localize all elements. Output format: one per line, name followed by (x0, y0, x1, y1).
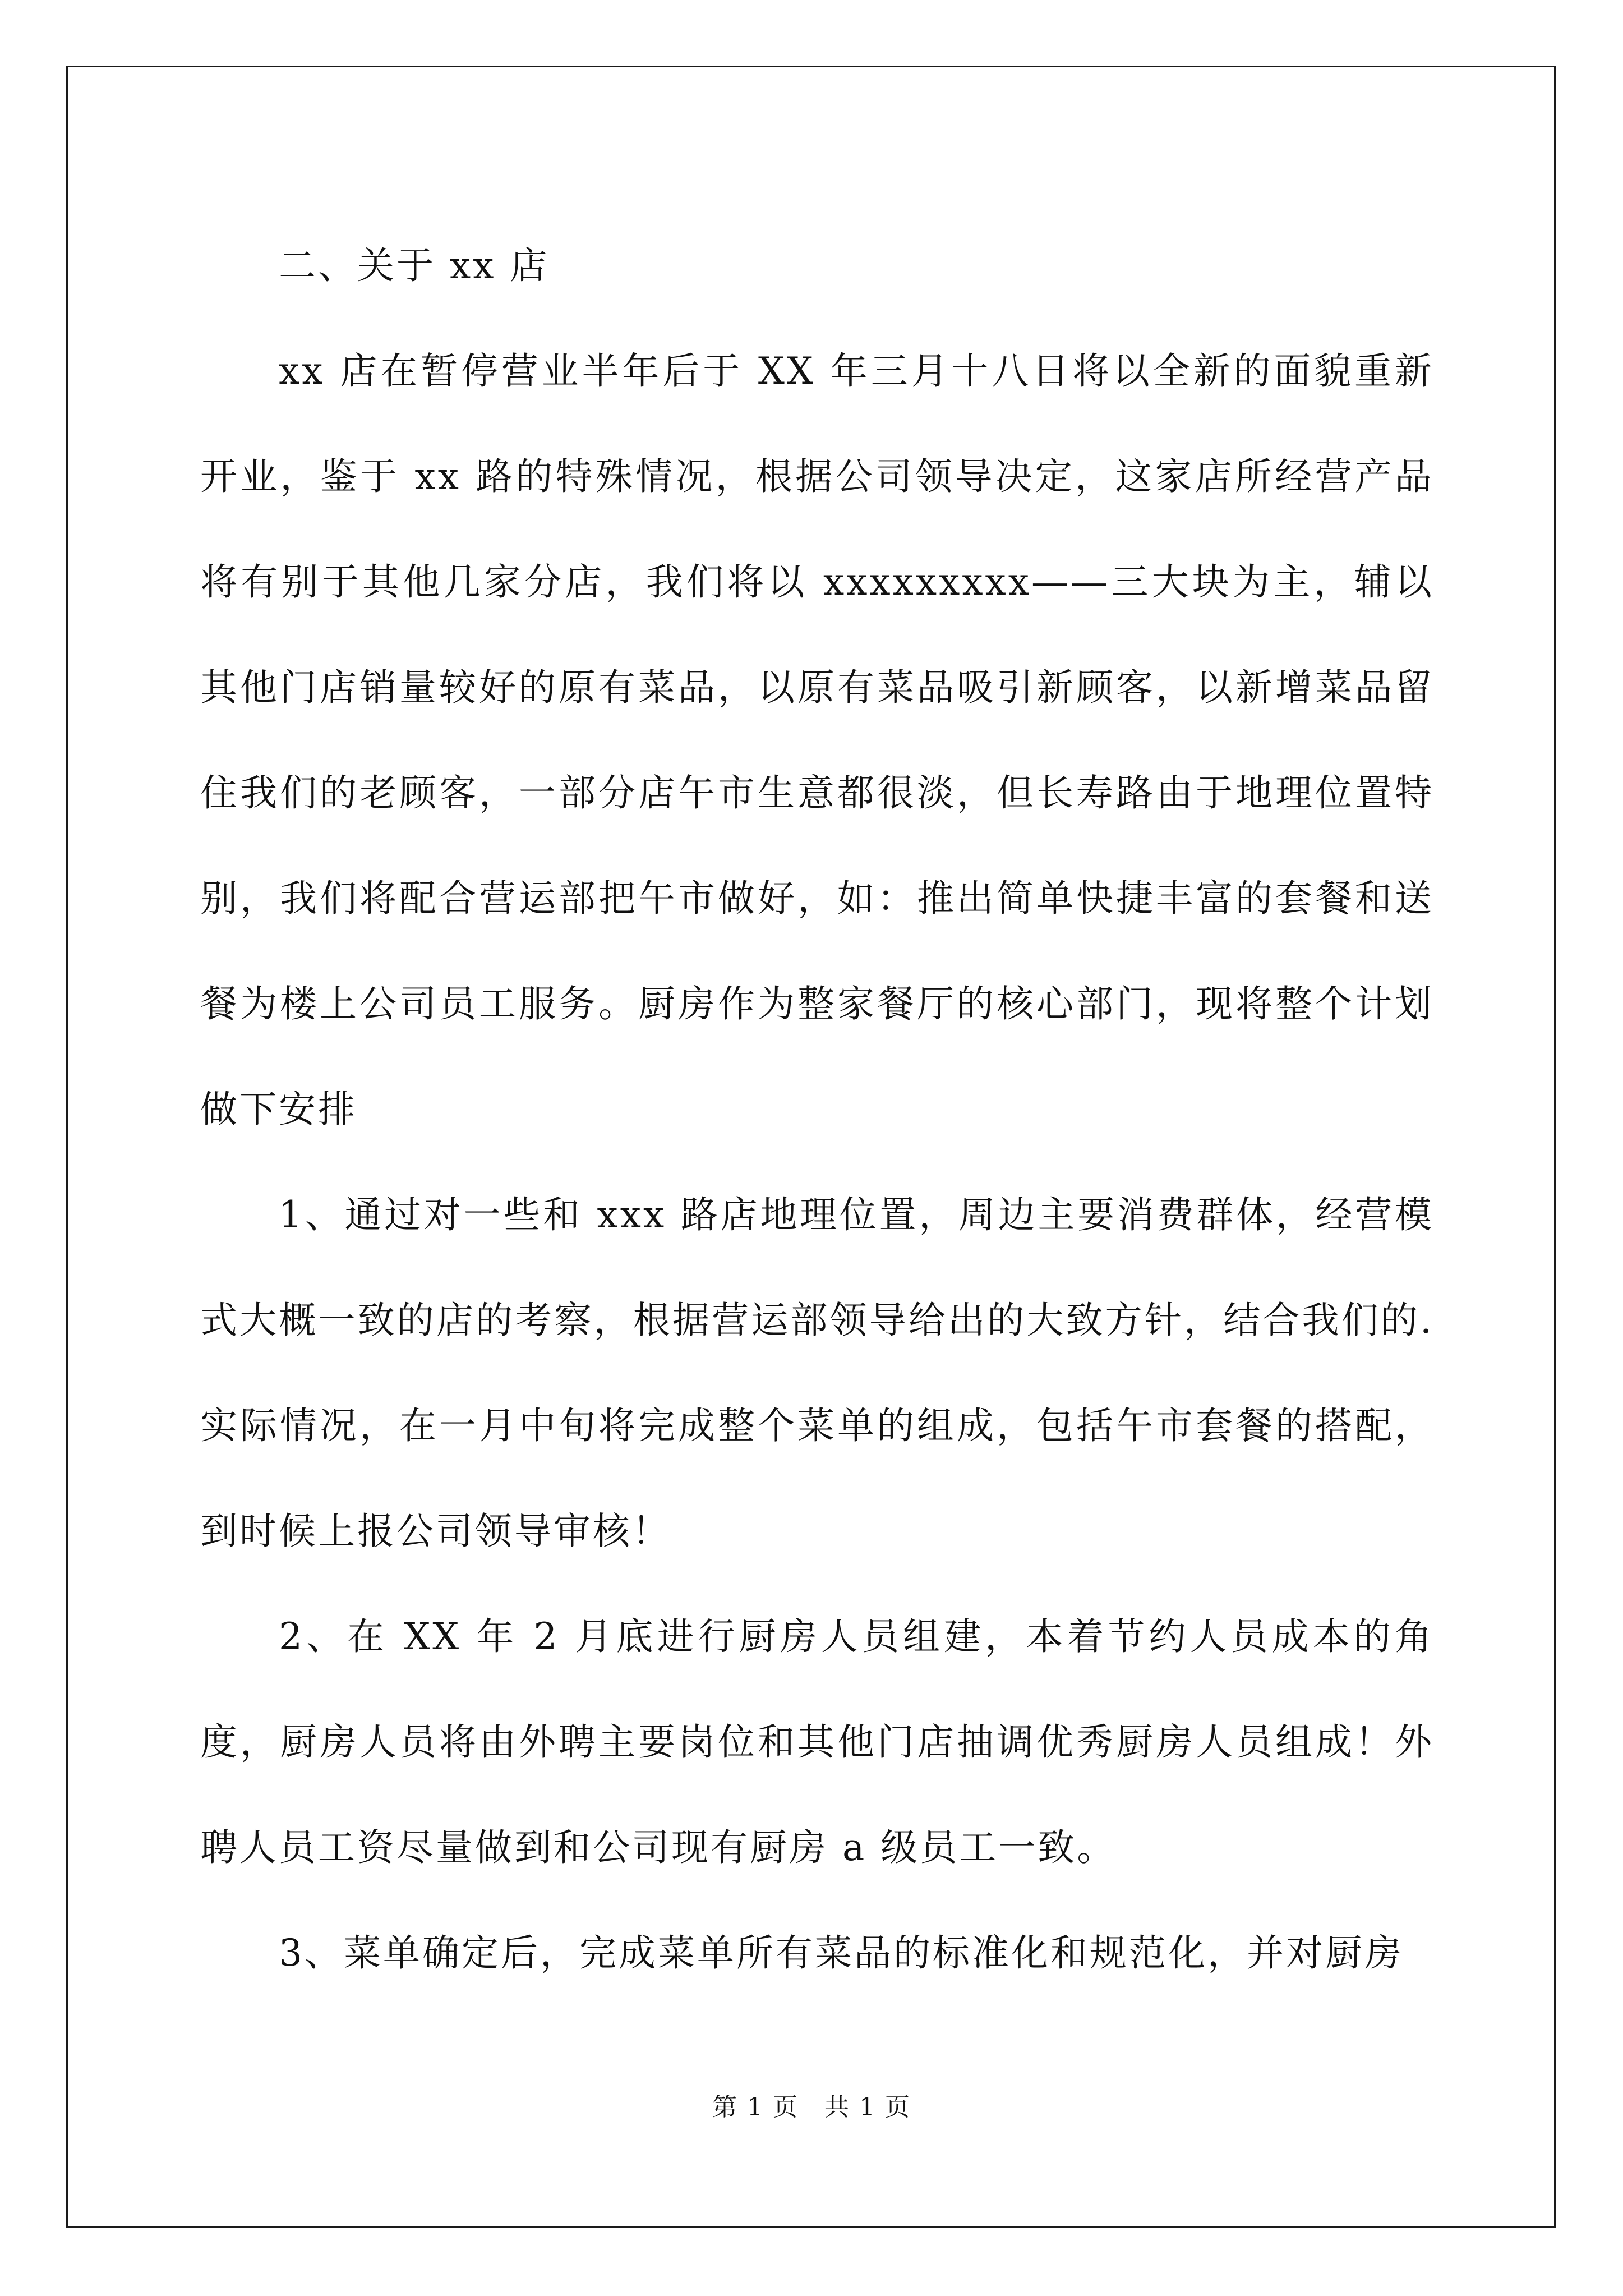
paragraph-item-3: 3、菜单确定后，完成菜单所有菜品的标准化和规范化，并对厨房 (279, 1931, 1404, 1975)
page-number-footer: 第 1 页 共 1 页 (712, 2093, 911, 2122)
paragraph-intro: xx 店在暂停营业半年后于 XX 年三月十八日将以全新的面貌重新开业，鉴于 xx 路的特殊情况，根据公司领导决定，这家店所经营产品将有别于其他几家分店，我们将以 xxxxxxxxx——三大块为主，辅以其他门店销量较好的原有菜品，以原有菜品吸引新顾客，以新增菜品留住我们的老顾客，一部分店午市生意都很淡，但长寿路由于地理位置特别，我们将配合营运部把午市做好，如：推出简单快捷丰富的套餐和送餐为楼上公司员工服务。厨房作为整家餐厅的核心部门，现将整个计划做下安排 (200, 349, 1434, 1131)
paragraph-item-2: 2、在 XX 年 2 月底进行厨房人员组建，本着节约人员成本的角度，厨房人员将由外聘主要岗位和其他门店抽调优秀厨房人员组成！外聘人员工资尽量做到和公司现有厨房 a 级员工一致。 (200, 1615, 1434, 1869)
section-heading: 二、关于 xx 店 (279, 244, 550, 287)
document-body (200, 213, 1434, 2006)
paragraph-item-1: 1、通过对一些和 xxx 路店地理位置，周边主要消费群体，经营模式大概一致的店的考察，根据营运部领导给出的大致方针，结合我们的.实际情况，在一月中旬将完成整个菜单的组成，包括午市套餐的搭配，到时候上报公司领导审核！ (200, 1193, 1434, 1553)
